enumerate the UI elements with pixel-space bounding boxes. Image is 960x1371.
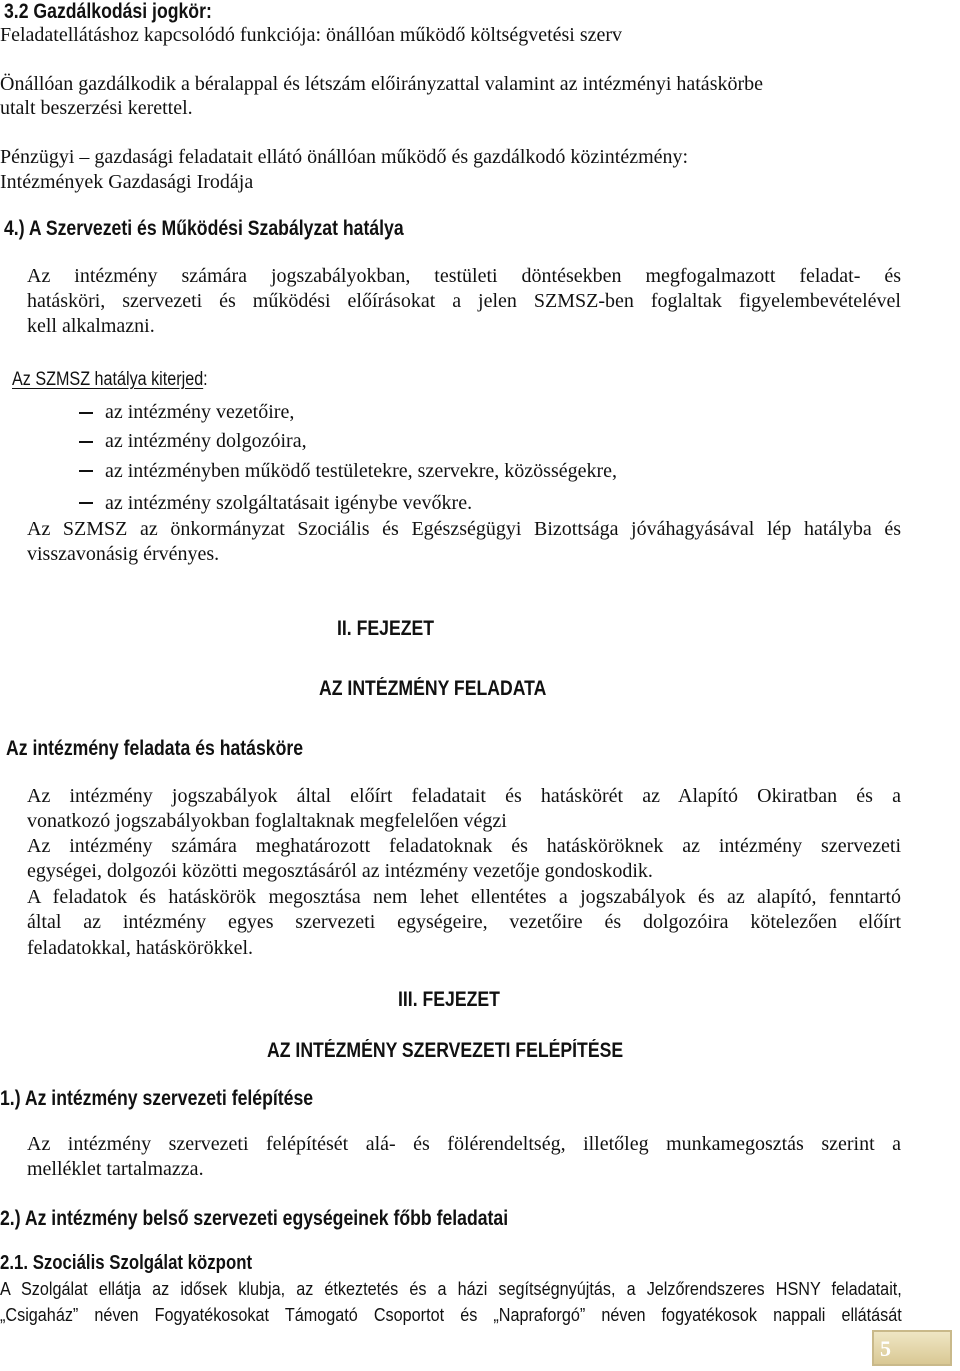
- function-line: Feladatellátáshoz kapcsolódó funkciója: önállóan működő költségvetési szerv: [0, 24, 623, 46]
- page-number: 5: [880, 1336, 891, 1361]
- paragraph-line: Az intézmény számára meghatározott feladatoknak és hatásköröknek az intézmény szervezeti: [27, 835, 901, 857]
- paragraph-line: A feladatok és hatáskörök megosztása nem lehet ellentétes a jogszabályok és az alapító, fenntartó: [27, 886, 901, 908]
- paragraph-line: által az intézmény egyes szervezeti egységeire, vezetőire és dolgozóira kötelezően előírt: [27, 911, 901, 933]
- paragraph-line: vonatkozó jogszabályokban foglaltaknak megfelelően végzi: [27, 810, 507, 832]
- paragraph-line: feladatokkal, hatáskörökkel.: [27, 937, 254, 959]
- section-heading-3-2: 3.2 Gazdálkodási jogkör:: [4, 0, 212, 23]
- list-item-text: az intézmény szolgáltatásait igénybe vevőkre.: [105, 492, 473, 514]
- paragraph-line: [0, 1279, 902, 1300]
- subheading: 2.) Az intézmény belső szervezeti egységeinek főbb feladatai: [0, 1207, 509, 1230]
- chapter-title: AZ INTÉZMÉNY FELADATA: [319, 677, 547, 700]
- paragraph-line: Az intézmény számára jogszabályokban, testületi döntésekben megfogalmazott feladat- és: [27, 265, 901, 287]
- dash-bullet-icon: [79, 502, 93, 504]
- scope-label-text: Az SZMSZ hatálya kiterjed: [12, 369, 204, 390]
- scope-label-colon: :: [203, 369, 208, 390]
- subheading: Az intézmény feladata és hatásköre: [6, 737, 304, 760]
- subheading: 1.) Az intézmény szervezeti felépítése: [0, 1087, 314, 1110]
- paragraph-line-text: „Csigaház” néven Fogyatékosokat Támogató Csoportot és „Napraforgó” néven fogyatékosok nappali ellátását: [0, 1305, 902, 1325]
- paragraph-line: melléklet tartalmazza.: [27, 1158, 204, 1180]
- paragraph-line: hatásköri, szervezeti és működési előírásokat a jelen SZMSZ-ben foglaltak figyelembevételével: [27, 290, 901, 312]
- dash-bullet-icon: [79, 470, 93, 472]
- scope-label: [12, 369, 208, 391]
- chapter-number: II. FEJEZET: [337, 617, 435, 640]
- paragraph-line: Önállóan gazdálkodik a béralappal és létszám előirányzattal valamint az intézményi hatáskörbe: [0, 73, 764, 95]
- chapter-number: III. FEJEZET: [398, 988, 500, 1011]
- paragraph-line: egységei, dolgozói közötti megosztásáról az intézmény vezetője gondoskodik.: [27, 860, 653, 882]
- list-item-text: az intézmény dolgozóira,: [105, 430, 307, 452]
- dash-bullet-icon: [79, 441, 93, 443]
- paragraph-line: Az intézmény szervezeti felépítését alá- és fölérendeltség, illetőleg munkamegosztás szerint a: [27, 1133, 901, 1155]
- section-heading-4: 4.) A Szervezeti és Működési Szabályzat hatálya: [4, 217, 404, 240]
- paragraph-line: Az intézmény jogszabályok által előírt feladatait és hatáskörét az Alapító Okiratban és a: [27, 785, 901, 807]
- dash-bullet-icon: [79, 412, 93, 414]
- subheading: 2.1. Szociális Szolgálat központ: [0, 1252, 253, 1274]
- paragraph-line: visszavonásig érvényes.: [27, 543, 220, 565]
- paragraph-line: Az SZMSZ az önkormányzat Szociális és Egészségügyi Bizottsága jóváhagyásával lép hatályba és: [27, 518, 901, 540]
- paragraph-line: kell alkalmazni.: [27, 315, 155, 337]
- paragraph-line: Pénzügyi – gazdasági feladatait ellátó önállóan működő és gazdálkodó közintézmény:: [0, 146, 689, 168]
- chapter-title: AZ INTÉZMÉNY SZERVEZETI FELÉPÍTÉSE: [267, 1039, 624, 1062]
- paragraph-line-text: A Szolgálat ellátja az idősek klubja, az étkeztetés és a házi segítségnyújtás, a Jelzőrendszeres HSNY feladatait,: [0, 1279, 902, 1299]
- paragraph-line: [0, 1305, 902, 1326]
- list-item-text: az intézményben működő testületekre, szervekre, közösségekre,: [105, 460, 618, 482]
- paragraph-line: utalt beszerzési kerettel.: [0, 97, 193, 119]
- paragraph-line: Intézmények Gazdasági Irodája: [0, 171, 254, 193]
- list-item-text: az intézmény vezetőire,: [105, 401, 295, 423]
